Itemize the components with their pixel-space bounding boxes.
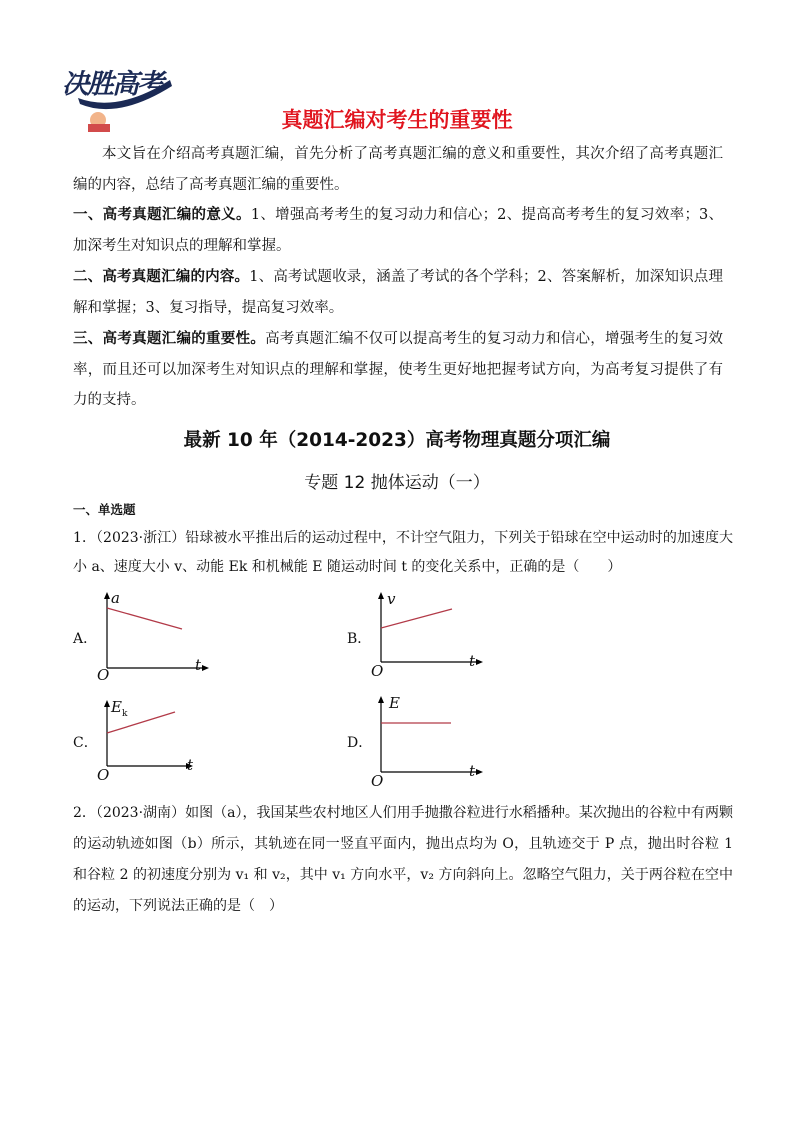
option-label: D． — [347, 735, 373, 751]
y-axis-label: E — [389, 694, 400, 712]
option-b — [347, 590, 487, 685]
origin-label: O — [97, 666, 110, 684]
point-body: 1、高考试题收录，涵盖了考试的各个学科；2、答案解析，加深知识点理解和掌握；3、复习指导，提高复习效率。 — [73, 269, 723, 316]
point-body: 1、增强高考考生的复习动力和信心；2、提高高考考生的复习效率；3、加深考生对知识点的理解和掌握。 — [73, 207, 723, 254]
intro-summary: 本文旨在介绍高考真题汇编，首先分析了高考真题汇编的意义和重要性，其次介绍了高考真题汇编的内容，总结了高考真题汇编的重要性。 — [73, 146, 723, 193]
point-head: 三、高考真题汇编的重要性。 — [73, 331, 266, 347]
x-axis-label: t — [187, 756, 194, 774]
option-a — [73, 590, 213, 685]
question-2-stem: 2．（2023·湖南）如图（a），我国某些农村地区人们用手抛撒谷粒进行水稻播种。某次抛出的谷粒中有两颗的运动轨迹如图（b）所示，其轨迹在同一竖直平面内，抛出点均为 O，且轨迹交于 P 点，抛出时谷粒 1 和谷粒 2 的初速度分别为 v₁ 和 v₂，其中 v₁ 方向水平，v₂ 方向斜向上。忽略空气阻力，关于两谷粒在空中的运动，下列说法正确的是（ ） — [73, 805, 733, 914]
point-body: 高考真题汇编不仅可以提高考生的复习动力和信心，增强考生的复习效率，而且还可以加深考生对知识点的理解和掌握，使考生更好地把握考试方向，为高考复习提供了有力的支持。 — [73, 331, 724, 408]
document-subtitle: 专题 12 抛体运动（一） — [304, 473, 490, 493]
graph-line — [381, 609, 452, 628]
y-axis-label: a — [111, 589, 120, 607]
graph-line — [107, 608, 182, 629]
intro-point-2 — [73, 262, 723, 323]
point-head: 二、高考真题汇编的内容。 — [73, 269, 250, 285]
intro-point-1 — [73, 200, 723, 261]
origin-label: O — [97, 766, 110, 784]
section-heading: 一、单选题 — [73, 502, 136, 517]
option-label: A． — [73, 631, 98, 647]
option-c — [73, 694, 213, 789]
logo-text: 决胜高考 — [62, 69, 162, 100]
option-label: C． — [73, 735, 98, 751]
question-1-stem: 1．（2023·浙江）铅球被水平推出后的运动过程中，不计空气阻力，下列关于铅球在空中运动时的加速度大小 a、速度大小 v、动能 Ek 和机械能 E 随运动时间 t 的变化关系中，正确的是（ ） — [73, 530, 733, 575]
x-axis-label: t — [195, 656, 202, 674]
option-b-graph — [367, 590, 487, 685]
intro-point-3 — [73, 324, 723, 416]
y-axis-label: $E_k$ — [111, 698, 128, 719]
origin-label: O — [371, 662, 384, 680]
point-head: 一、高考真题汇编的意义。 — [73, 207, 251, 223]
document-title: 最新 10 年（2014-2023）高考物理真题分项汇编 — [183, 430, 611, 451]
option-label: B． — [347, 631, 372, 647]
y-axis-subscript: k — [121, 709, 128, 719]
intro-title: 真题汇编对考生的重要性 — [281, 108, 513, 132]
origin-label: O — [371, 772, 384, 790]
option-d — [347, 694, 487, 789]
y-axis-label: v — [387, 590, 396, 608]
x-axis-label: t — [469, 762, 476, 780]
x-axis-label: t — [469, 652, 476, 670]
